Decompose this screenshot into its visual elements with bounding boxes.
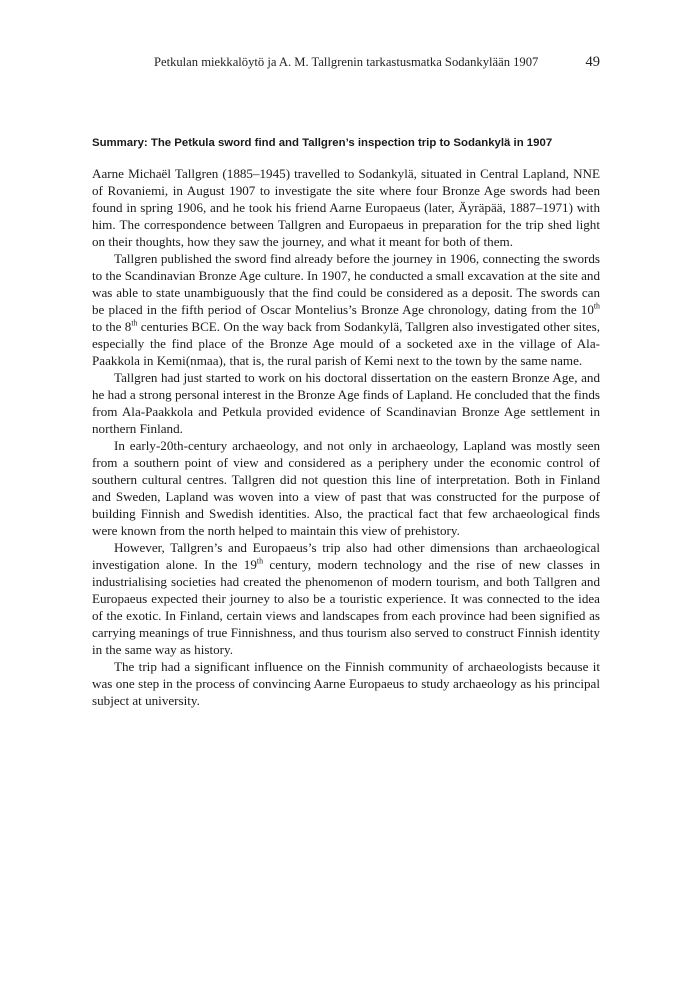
- ordinal-superscript: th: [256, 556, 264, 566]
- running-head: [92, 53, 600, 73]
- paragraph-5: [92, 539, 600, 658]
- paragraph-1: Aarne Michaël Tallgren (1885–1945) travelled to Sodankylä, situated in Central Lapland, NNE of Rovaniemi, in August 1907 to investigate the site where four Bronze Age swords had been found in spring 1906, and he took his friend Aarne Europaeus (later, Äyräpää, 1887–1971) with him. The correspondence between Tallgren and Europaeus in preparation for the trip shed light on their thoughts, how they saw the journey, and what it meant for both of them.: [92, 166, 600, 249]
- paragraph-2-text-b: to the 8: [92, 319, 132, 334]
- paragraph-2: [92, 250, 600, 369]
- paragraph-2-text-c: centuries BCE. On the way back from Sodankylä, Tallgren also investigated other sites, especially the find place of the Bronze Age mould of a socketed axe in the village of Ala-Paakkola in Kemi(nmaa), that is, the rural parish of Kemi next to the town by the same name.: [92, 319, 600, 368]
- running-title: Petkulan miekkalöytö ja A. M. Tallgrenin tarkastusmatka Sodankylään 1907: [154, 55, 539, 69]
- paragraph-2-text-a: Tallgren published the sword find already before the journey in 1906, connecting the swords to the Scandinavian Bronze Age culture. In 1907, he conducted a small excavation at the site and was able to state unambiguously that the find could be considered as a deposit. The swords can be placed in the fifth period of Oscar Montelius’s Bronze Age chronology, dating from the 10: [92, 251, 600, 317]
- page-number: 49: [585, 54, 600, 70]
- paragraph-6: The trip had a significant influence on the Finnish community of archaeologists because it was one step in the process of convincing Aarne Europaeus to study archaeology as his principal subject at university.: [92, 659, 600, 708]
- paragraph-3: Tallgren had just started to work on his doctoral dissertation on the eastern Bronze Age, and he had a strong personal interest in the Bronze Age finds of Lapland. He concluded that the finds from Ala-Paakkola and Petkula provided evidence of Scandinavian Bronze Age settlement in northern Finland.: [92, 370, 600, 436]
- paragraph-5-text-b: century, modern technology and the rise of new classes in industrialising societies had created the phenomenon of modern tourism, and both Tallgren and Europaeus expected their journey to also be a touristic experience. It was connected to the idea of the exotic. In Finland, certain views and landscapes from each province had been signified as carrying meanings of true Finnishness, and thus tourism also served to construct Finnish identity in the same way as history.: [92, 557, 600, 657]
- paragraph-4: In early-20th-century archaeology, and not only in archaeology, Lapland was mostly seen from a southern point of view and considered as a periphery under the economic control of southern cultural centres. Tallgren did not question this line of interpretation. Both in Finland and Sweden, Lapland was woven into a view of past that was constructed for the purpose of building Finnish and Swedish identities. Also, the practical fact that few archaeological finds were known from the north helped to maintain this view of prehistory.: [92, 438, 600, 538]
- paragraph-5-text-a: However, Tallgren’s and Europaeus’s trip also had other dimensions than archaeological investigation alone. In the 19: [92, 540, 600, 572]
- summary-body: [92, 165, 600, 709]
- ordinal-superscript: th: [593, 301, 600, 311]
- summary-heading: Summary: The Petkula sword find and Tallgren’s inspection trip to Sodankylä in 1907: [92, 137, 553, 149]
- ordinal-superscript: th: [131, 318, 138, 328]
